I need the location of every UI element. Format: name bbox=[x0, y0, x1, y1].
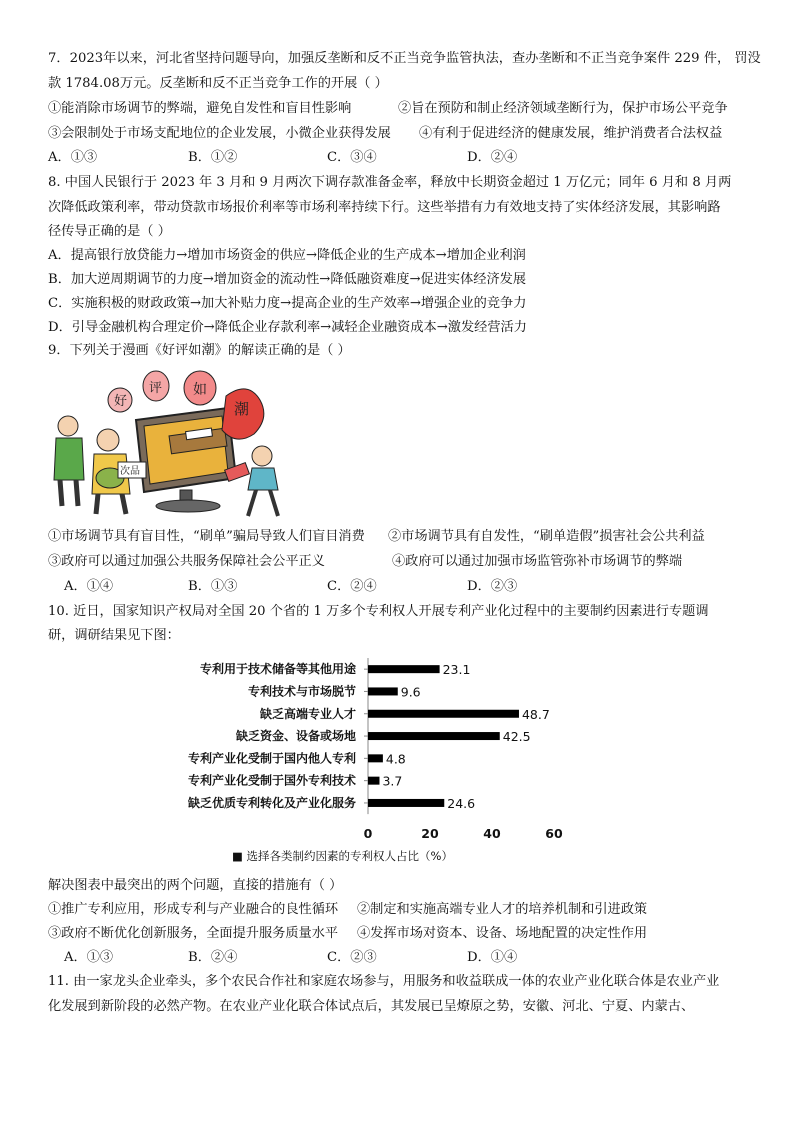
q10-question: 解决图表中最突出的两个问题，直接的措施有（ ） bbox=[48, 878, 343, 893]
chart-x-tick-label: 60 bbox=[545, 826, 563, 840]
chart-category-label: 专利技术与市场脱节 bbox=[247, 684, 356, 699]
q7-statement-3: ③会限制处于市场支配地位的企业发展，小微企业获得发展 bbox=[48, 126, 391, 141]
chart-caption: ■ 选择各类制约因素的专利权人占比（%） bbox=[232, 849, 453, 863]
chart-bar bbox=[368, 665, 440, 673]
chart-category-label: 缺乏优质专利转化及产业化服务 bbox=[187, 795, 356, 810]
chart-bar bbox=[368, 799, 444, 807]
chart-category-label: 专利产业化受制于国内他人专利 bbox=[187, 751, 356, 766]
q7-stem-line1: 7．2023年以来，河北省坚持问题导向，加强反垄断和反不正当竞争监管执法，查办垄断和不正当竞争案件 229 件， 罚没 bbox=[48, 51, 761, 66]
q10-statement-3: ③政府不断优化创新服务，全面提升服务质量水平 bbox=[48, 926, 339, 941]
chart-x-tick-label: 40 bbox=[483, 826, 501, 840]
chart-value-label: 24.6 bbox=[447, 795, 476, 811]
left-figures bbox=[54, 416, 146, 514]
cartoon-product-label: 次品 bbox=[120, 466, 140, 477]
q10-statement-1: ①推广专利应用，形成专利与产业融合的良性循环 bbox=[48, 902, 339, 917]
chart-value-label: 3.7 bbox=[382, 773, 403, 789]
patent-bar-chart bbox=[150, 650, 590, 840]
q10-statement-2: ②制定和实施高端专业人才的培养机制和引进政策 bbox=[357, 902, 648, 917]
q10-stem-line2: 研，调研结果见下图： bbox=[48, 628, 180, 643]
chart-value-label: 42.5 bbox=[502, 729, 531, 745]
monitor-drawing bbox=[136, 408, 236, 512]
q10-choice-b[interactable]: B．②④ bbox=[188, 950, 238, 965]
chart-category-label: 缺乏高端专业人才 bbox=[259, 706, 356, 721]
q11-stem-line2: 化发展到新阶段的必然产物。在农业产业化联合体试点后，其发展已呈燎原之势，安徽、河北、宁夏、内蒙古、 bbox=[48, 999, 695, 1014]
chart-category-label: 缺乏资金、设备或场地 bbox=[235, 729, 356, 744]
chart-bar bbox=[368, 754, 383, 762]
q7-choice-c[interactable]: C．③④ bbox=[327, 150, 377, 165]
chart-value-label: 4.8 bbox=[385, 751, 406, 767]
q9-statement-3: ③政府可以通过加强公共服务保障社会公平正义 bbox=[48, 554, 325, 569]
chart-x-tick-label: 0 bbox=[363, 826, 373, 840]
q7-statement-1: ①能消除市场调节的弊端，避免自发性和盲目性影响 bbox=[48, 101, 352, 116]
q11-stem-line1: 11. 由一家龙头企业牵头，多个农民合作社和家庭农场参与，用服务和收益联成一体的农业产业化联合体是农业产业 bbox=[48, 974, 720, 989]
cartoon-illustration bbox=[48, 368, 290, 518]
q9-stem: 9．下列关于漫画《好评如潮》的解读正确的是（ ） bbox=[48, 343, 351, 358]
q8-stem-line2: 次降低政策利率，带动贷款市场报价利率等市场利率持续下行。这些举措有力有效地支持了实体经济发展，其影响路 bbox=[48, 200, 721, 215]
q9-choice-a[interactable]: A．①④ bbox=[64, 579, 114, 594]
q8-option-c[interactable]: C．实施积极的财政政策→加大补贴力度→提高企业的生产效率→增强企业的竞争力 bbox=[48, 296, 527, 311]
chart-bar bbox=[368, 710, 519, 718]
q7-statement-2: ②旨在预防和制止经济领域垄断行为，保护市场公平竞争 bbox=[398, 101, 728, 116]
cartoon-char-4: 潮 bbox=[234, 400, 250, 418]
chart-value-label: 48.7 bbox=[521, 706, 550, 722]
q9-statement-2: ②市场调节具有自发性，“刷单造假”损害社会公共利益 bbox=[388, 529, 705, 544]
cartoon-char-1: 好 bbox=[114, 394, 128, 409]
chart-value-label: 9.6 bbox=[400, 684, 421, 700]
q8-option-a[interactable]: A．提高银行放贷能力→增加市场资金的供应→降低企业的生产成本→增加企业利润 bbox=[48, 248, 526, 263]
q10-stem-line1: 10. 近日，国家知识产权局对全国 20 个省的 1 万多个专利权人开展专利产业化过程中的主要制约因素进行专题调 bbox=[48, 604, 709, 619]
q9-choice-c[interactable]: C．②④ bbox=[327, 579, 377, 594]
chart-bar bbox=[368, 732, 500, 740]
chart-bar bbox=[368, 777, 379, 785]
chart-bar bbox=[368, 687, 398, 695]
q7-stem-line2: 款 1784.08万元。反垄断和反不正当竞争工作的开展（ ） bbox=[48, 76, 388, 91]
q9-statement-4: ④政府可以通过加强市场监管弥补市场调节的弊端 bbox=[392, 554, 683, 569]
chart-category-label: 专利用于技术储备等其他用途 bbox=[199, 662, 356, 677]
q9-choice-b[interactable]: B．①③ bbox=[188, 579, 238, 594]
chart-category-label: 专利产业化受制于国外专利技术 bbox=[187, 773, 356, 788]
cartoon-char-2: 评 bbox=[149, 381, 163, 396]
q10-statement-4: ④发挥市场对资本、设备、场地配置的决定性作用 bbox=[357, 926, 648, 941]
q8-stem-line3: 径传导正确的是（ ） bbox=[48, 224, 171, 239]
q8-option-b[interactable]: B．加大逆周期调节的力度→增加资金的流动性→降低融资难度→促进实体经济发展 bbox=[48, 272, 527, 287]
cartoon-char-3: 如 bbox=[193, 382, 207, 398]
chart-value-label: 23.1 bbox=[442, 662, 471, 678]
q10-choice-d[interactable]: D．①④ bbox=[467, 950, 518, 965]
q7-choice-d[interactable]: D．②④ bbox=[467, 150, 518, 165]
q9-choice-d[interactable]: D．②③ bbox=[467, 579, 518, 594]
q8-option-d[interactable]: D．引导金融机构合理定价→降低企业存款利率→减轻企业融资成本→激发经营活力 bbox=[48, 320, 527, 335]
q9-statement-1: ①市场调节具有盲目性，“刷单”骗局导致人们盲目消费 bbox=[48, 529, 365, 544]
q7-choice-b[interactable]: B．①② bbox=[188, 150, 238, 165]
chart-x-tick-label: 20 bbox=[421, 826, 439, 840]
q7-choice-a[interactable]: A．①③ bbox=[48, 150, 98, 165]
q10-choice-a[interactable]: A．①③ bbox=[64, 950, 114, 965]
q10-choice-c[interactable]: C．②③ bbox=[327, 950, 377, 965]
q7-statement-4: ④有利于促进经济的健康发展，维护消费者合法权益 bbox=[419, 126, 723, 141]
q8-stem-line1: 8. 中国人民银行于 2023 年 3 月和 9 月两次下调存款准备金率，释放中长期资金超过 1 万亿元；同年 6 月和 8 月两 bbox=[48, 175, 732, 190]
